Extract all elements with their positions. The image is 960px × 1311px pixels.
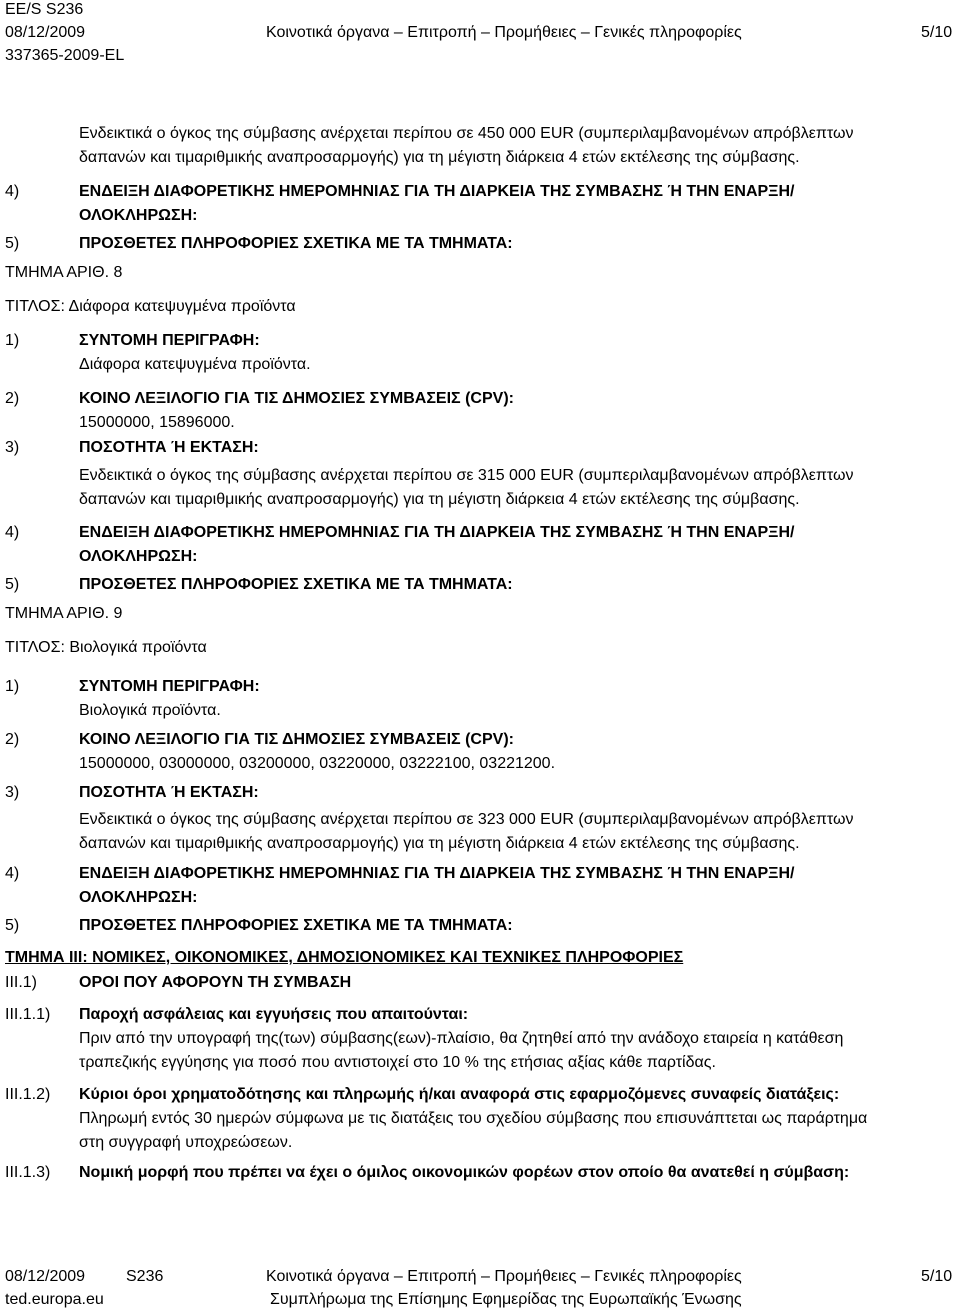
s311-num: III.1.1)	[5, 1006, 51, 1023]
s311-head: Παροχή ασφάλειας και εγγυήσεις που απαιτούνται:	[79, 1006, 469, 1023]
header-page: 5/10	[921, 24, 953, 41]
lot9-item2-text: 15000000, 03000000, 03200000, 03220000, 03222100, 03221200.	[79, 755, 556, 772]
header-title: Κοινοτικά όργανα – Επιτροπή – Προμήθειες – Γενικές πληροφορίες	[266, 24, 742, 41]
lot9-number: ΤΜΗΜΑ ΑΡΙΘ. 9	[5, 605, 123, 622]
lot8-item2-head: ΚΟΙΝΟ ΛΕΞΙΛΟΓΙΟ ΓΙΑ ΤΙΣ ΔΗΜΟΣΙΕΣ ΣΥΜΒΑΣΕΙΣ (CPV):	[79, 390, 514, 407]
lot9-item1-num: 1)	[5, 678, 20, 695]
intro-item4-num: 4)	[5, 183, 20, 200]
s312-num: III.1.2)	[5, 1086, 51, 1103]
lot8-item1-text: Διάφορα κατεψυγμένα προϊόντα.	[79, 356, 311, 373]
s312-head: Κύριοι όροι χρηματοδότησης και πληρωμής ή/και αναφορά στις εφαρμοζόμενες συναφείς διατάξεις:	[79, 1086, 840, 1103]
footer-page: 5/10	[921, 1268, 953, 1285]
lot9-item3-line1: Ενδεικτικά ο όγκος της σύμβασης ανέρχεται περίπου σε 323 000 EUR (συμπεριλαμβανομένων απρόβλεπτων	[79, 811, 854, 828]
intro-item5: ΠΡΟΣΘΕΤΕΣ ΠΛΗΡΟΦΟΡΙΕΣ ΣΧΕΤΙΚΑ ΜΕ ΤΑ ΤΜΗΜΑΤΑ:	[79, 235, 513, 252]
s312-line2: στη συγγραφή υποχρεώσεων.	[79, 1134, 293, 1151]
notice-id: 337365-2009-EL	[5, 47, 125, 64]
doc-code: EE/S S236	[5, 1, 84, 18]
lot8-item1-head: ΣΥΝΤΟΜΗ ΠΕΡΙΓΡΑΦΗ:	[79, 332, 260, 349]
s31-num: III.1)	[5, 974, 38, 991]
intro-item4-line2: ΟΛΟΚΛΗΡΩΣΗ:	[79, 207, 198, 224]
s311-line1: Πριν από την υπογραφή της(των) σύμβασης(εων)-πλαίσιο, θα ζητηθεί από την ανάδοχο εταιρεία η κατάθεση	[79, 1030, 844, 1047]
lot8-item4-line2: ΟΛΟΚΛΗΡΩΣΗ:	[79, 548, 198, 565]
section3-heading: ΤΜΗΜΑ III: ΝΟΜΙΚΕΣ, ΟΙΚΟΝΟΜΙΚΕΣ, ΔΗΜΟΣΙΟΝΟΜΙΚΕΣ ΚΑΙ ΤΕΧΝΙΚΕΣ ΠΛΗΡΟΦΟΡΙΕΣ	[5, 949, 684, 966]
s313-num: III.1.3)	[5, 1164, 51, 1181]
lot9-title: ΤΙΤΛΟΣ: Βιολογικά προϊόντα	[5, 639, 207, 656]
lot9-item3-head: ΠΟΣΟΤΗΤΑ Ή ΕΚΤΑΣΗ:	[79, 784, 259, 801]
lot8-item4-line1: ΕΝΔΕΙΞΗ ΔΙΑΦΟΡΕΤΙΚΗΣ ΗΜΕΡΟΜΗΝΙΑΣ ΓΙΑ ΤΗ ΔΙΑΡΚΕΙΑ ΤΗΣ ΣΥΜΒΑΣΗΣ Ή ΤΗΝ ΕΝΑΡΞΗ/	[79, 524, 795, 541]
lot9-item1-head: ΣΥΝΤΟΜΗ ΠΕΡΙΓΡΑΦΗ:	[79, 678, 260, 695]
lot8-item5-num: 5)	[5, 576, 20, 593]
footer-series: S236	[126, 1268, 164, 1285]
lot9-item3-num: 3)	[5, 784, 20, 801]
lot8-item3-head: ΠΟΣΟΤΗΤΑ Ή ΕΚΤΑΣΗ:	[79, 439, 259, 456]
lot9-item3-line2: δαπανών και τιμαριθμικής αναπροσαρμογής) για τη μέγιστη διάρκεια 4 ετών εκτέλεσης της σύμβασης.	[79, 835, 800, 852]
lot8-item2-num: 2)	[5, 390, 20, 407]
lot9-item5: ΠΡΟΣΘΕΤΕΣ ΠΛΗΡΟΦΟΡΙΕΣ ΣΧΕΤΙΚΑ ΜΕ ΤΑ ΤΜΗΜΑΤΑ:	[79, 917, 513, 934]
s313-head: Νομική μορφή που πρέπει να έχει ο όμιλος οικονομικών φορέων στον οποίο θα ανατεθεί η σύμβαση:	[79, 1164, 850, 1181]
header-date: 08/12/2009	[5, 24, 86, 41]
s312-line1: Πληρωμή εντός 30 ημερών σύμφωνα με τις διατάξεις του σχεδίου σύμβασης που επισυνάπτεται ως παράρτημα	[79, 1110, 868, 1127]
intro-qty-line2: δαπανών και τιμαριθμικής αναπροσαρμογής) για τη μέγιστη διάρκεια 4 ετών εκτέλεσης της σύμβασης.	[79, 149, 800, 166]
intro-qty-line1: Ενδεικτικά ο όγκος της σύμβασης ανέρχεται περίπου σε 450 000 EUR (συμπεριλαμβανομένων απρόβλεπτων	[79, 125, 854, 142]
footer-journal: Συμπλήρωμα της Επίσημης Εφημερίδας της Ευρωπαϊκής Ένωσης	[270, 1291, 742, 1308]
lot8-item4-num: 4)	[5, 524, 20, 541]
s31-head: ΟΡΟΙ ΠΟΥ ΑΦΟΡΟΥΝ ΤΗ ΣΥΜΒΑΣΗ	[79, 974, 352, 991]
footer-date: 08/12/2009	[5, 1268, 86, 1285]
lot8-item3-num: 3)	[5, 439, 20, 456]
lot8-number: ΤΜΗΜΑ ΑΡΙΘ. 8	[5, 264, 123, 281]
footer-site[interactable]: ted.europa.eu	[5, 1291, 104, 1308]
lot9-item4-num: 4)	[5, 865, 20, 882]
lot8-item1-num: 1)	[5, 332, 20, 349]
lot9-item4-line1: ΕΝΔΕΙΞΗ ΔΙΑΦΟΡΕΤΙΚΗΣ ΗΜΕΡΟΜΗΝΙΑΣ ΓΙΑ ΤΗ ΔΙΑΡΚΕΙΑ ΤΗΣ ΣΥΜΒΑΣΗΣ Ή ΤΗΝ ΕΝΑΡΞΗ/	[79, 865, 795, 882]
lot8-title: ΤΙΤΛΟΣ: Διάφορα κατεψυγμένα προϊόντα	[5, 298, 296, 315]
lot9-item2-num: 2)	[5, 731, 20, 748]
lot8-item3-line1: Ενδεικτικά ο όγκος της σύμβασης ανέρχεται περίπου σε 315 000 EUR (συμπεριλαμβανομένων απρόβλεπτων	[79, 467, 854, 484]
lot9-item2-head: ΚΟΙΝΟ ΛΕΞΙΛΟΓΙΟ ΓΙΑ ΤΙΣ ΔΗΜΟΣΙΕΣ ΣΥΜΒΑΣΕΙΣ (CPV):	[79, 731, 514, 748]
footer-title: Κοινοτικά όργανα – Επιτροπή – Προμήθειες – Γενικές πληροφορίες	[266, 1268, 742, 1285]
s311-line2: τραπεζικής εγγύησης για ποσό που αντιστοιχεί στο 10 % της ετήσιας αξίας κάθε παρτίδας.	[79, 1054, 716, 1071]
intro-item4-line1: ΕΝΔΕΙΞΗ ΔΙΑΦΟΡΕΤΙΚΗΣ ΗΜΕΡΟΜΗΝΙΑΣ ΓΙΑ ΤΗ ΔΙΑΡΚΕΙΑ ΤΗΣ ΣΥΜΒΑΣΗΣ Ή ΤΗΝ ΕΝΑΡΞΗ/	[79, 183, 795, 200]
lot8-item2-text: 15000000, 15896000.	[79, 414, 235, 431]
lot8-item3-line2: δαπανών και τιμαριθμικής αναπροσαρμογής) για τη μέγιστη διάρκεια 4 ετών εκτέλεσης της σύμβασης.	[79, 491, 800, 508]
intro-item5-num: 5)	[5, 235, 20, 252]
lot9-item5-num: 5)	[5, 917, 20, 934]
lot8-item5: ΠΡΟΣΘΕΤΕΣ ΠΛΗΡΟΦΟΡΙΕΣ ΣΧΕΤΙΚΑ ΜΕ ΤΑ ΤΜΗΜΑΤΑ:	[79, 576, 513, 593]
lot9-item1-text: Βιολογικά προϊόντα.	[79, 702, 221, 719]
lot9-item4-line2: ΟΛΟΚΛΗΡΩΣΗ:	[79, 889, 198, 906]
